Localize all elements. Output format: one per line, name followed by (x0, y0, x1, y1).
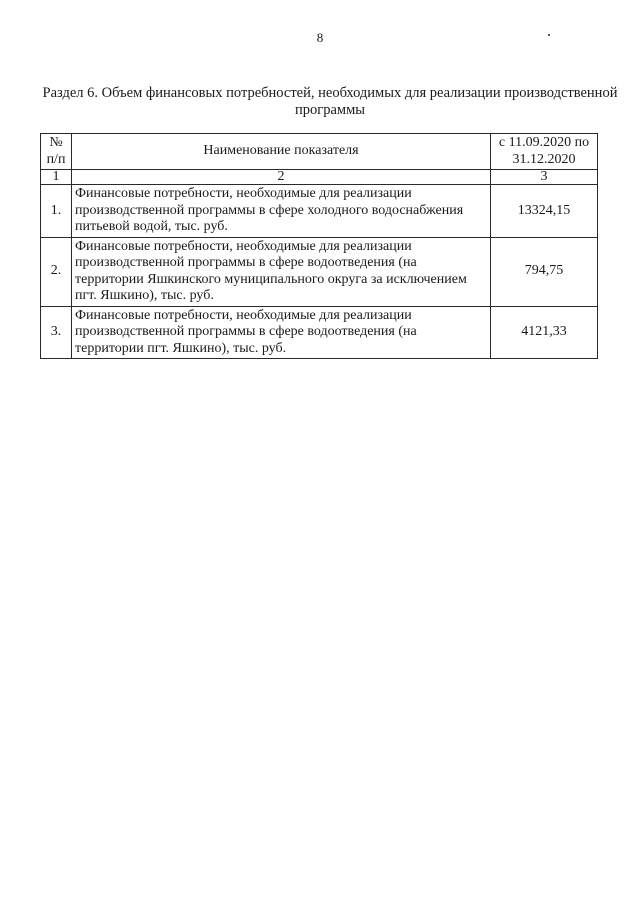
row-value: 4121,33 (491, 306, 598, 359)
table-row (41, 237, 598, 306)
row-indicator-name: Финансовые потребности, необходимые для реализации производственной программы в сфере водоотведения (на территории Яшкинского муниципального округа за исключением пгт. Яшкино), тыс. руб. (72, 237, 491, 306)
section-title: Раздел 6. Объем финансовых потребностей, необходимых для реализации производственной программы (42, 85, 618, 118)
row-value: 794,75 (491, 237, 598, 306)
row-value: 13324,15 (491, 185, 598, 238)
column-index: 3 (491, 170, 598, 185)
financial-needs-table (40, 133, 598, 359)
row-number: 3. (41, 306, 72, 359)
table-row (41, 306, 598, 359)
row-number: 2. (41, 237, 72, 306)
table-header-row (41, 134, 598, 170)
header-number: № п/п (41, 134, 72, 170)
page-number: 8 (316, 30, 324, 45)
header-indicator-name: Наименование показателя (72, 134, 491, 170)
column-index-row (41, 170, 598, 185)
table-row (41, 185, 598, 238)
row-number: 1. (41, 185, 72, 238)
scan-speck (548, 34, 550, 36)
row-indicator-name: Финансовые потребности, необходимые для реализации производственной программы в сфере водоотведения (на территории пгт. Яшкино), тыс. руб. (72, 306, 491, 359)
row-indicator-name: Финансовые потребности, необходимые для реализации производственной программы в сфере холодного водоснабжения питьевой водой, тыс. руб. (72, 185, 491, 238)
column-index: 2 (72, 170, 491, 185)
header-period: с 11.09.2020 по 31.12.2020 (491, 134, 598, 170)
column-index: 1 (41, 170, 72, 185)
